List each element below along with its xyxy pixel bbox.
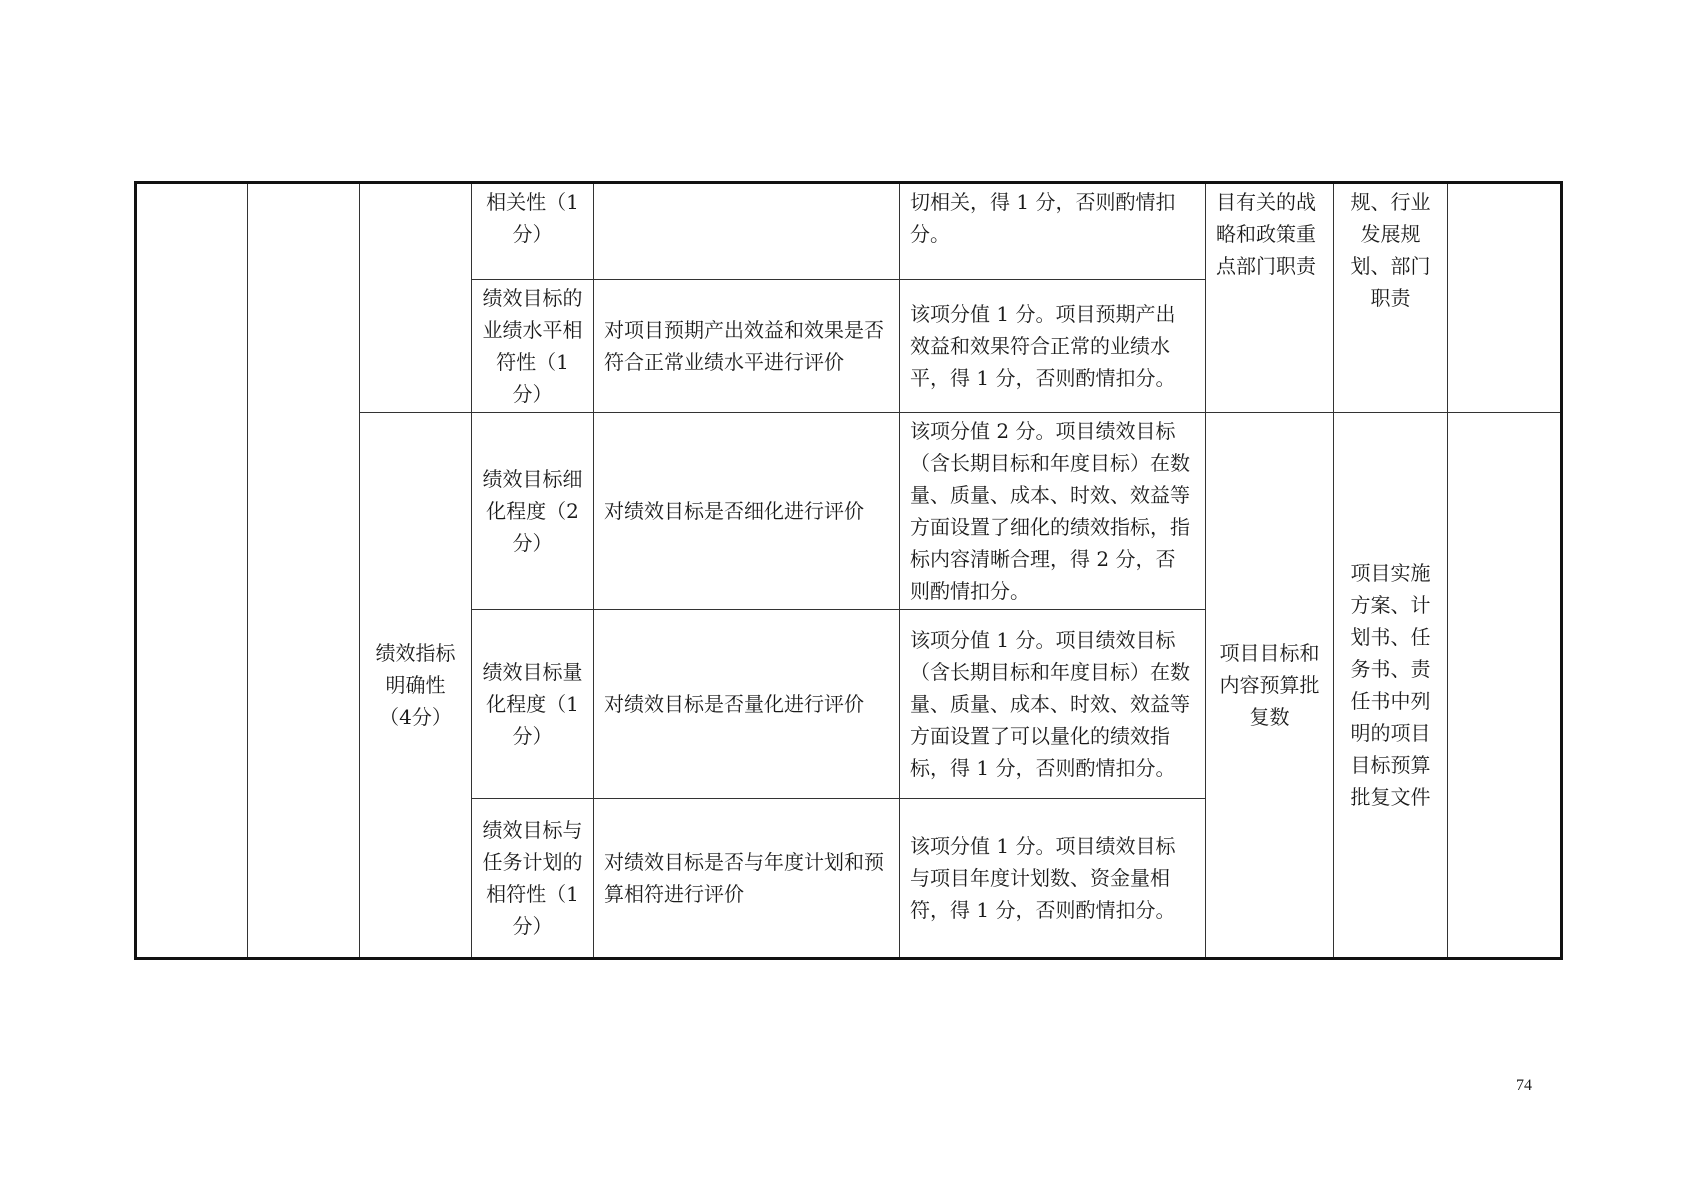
indicator-cell: 相关性（1分） xyxy=(472,183,594,280)
level2-cell xyxy=(248,183,360,959)
content-cell xyxy=(594,183,900,280)
level1-cell xyxy=(136,183,248,959)
source-cell: 目有关的战略和政策重点部门职责 xyxy=(1206,183,1334,413)
standard-cell: 该项分值 1 分。项目绩效目标与项目年度计划数、资金量相符，得 1 分，否则酌情扣分。 xyxy=(900,799,1206,959)
content-cell: 对绩效目标是否量化进行评价 xyxy=(594,610,900,799)
evaluation-table xyxy=(134,181,1563,960)
indicator-cell: 绩效目标的业绩水平相符性（1分） xyxy=(472,280,594,413)
extra-cell xyxy=(1448,183,1562,413)
extra-cell xyxy=(1448,413,1562,959)
level3-cell xyxy=(360,183,472,413)
basis-cell: 项目实施方案、计划书、任务书、责任书中列明的项目目标预算批复文件 xyxy=(1334,413,1448,959)
page-number: 74 xyxy=(1516,1077,1532,1094)
indicator-cell: 绩效目标量化程度（1分） xyxy=(472,610,594,799)
indicator-cell: 绩效目标细化程度（2分） xyxy=(472,413,594,610)
standard-cell: 该项分值 1 分。项目预期产出效益和效果符合正常的业绩水平，得 1 分，否则酌情扣分。 xyxy=(900,280,1206,413)
content-cell: 对项目预期产出效益和效果是否符合正常业绩水平进行评价 xyxy=(594,280,900,413)
standard-cell: 该项分值 2 分。项目绩效目标（含长期目标和年度目标）在数量、质量、成本、时效、效益等方面设置了细化的绩效指标，指标内容清晰合理，得 2 分，否则酌情扣分。 xyxy=(900,413,1206,610)
standard-cell: 切相关，得 1 分，否则酌情扣分。 xyxy=(900,183,1206,280)
source-cell: 项目目标和内容预算批复数 xyxy=(1206,413,1334,959)
content-cell: 对绩效目标是否与年度计划和预算相符进行评价 xyxy=(594,799,900,959)
group-cell: 绩效指标明确性（4分） xyxy=(360,413,472,959)
content-cell: 对绩效目标是否细化进行评价 xyxy=(594,413,900,610)
indicator-cell: 绩效目标与任务计划的相符性（1分） xyxy=(472,799,594,959)
basis-cell: 规、行业发展规划、部门职责 xyxy=(1334,183,1448,413)
standard-cell: 该项分值 1 分。项目绩效目标（含长期目标和年度目标）在数量、质量、成本、时效、效益等方面设置了可以量化的绩效指标，得 1 分，否则酌情扣分。 xyxy=(900,610,1206,799)
table-row xyxy=(136,183,1562,280)
